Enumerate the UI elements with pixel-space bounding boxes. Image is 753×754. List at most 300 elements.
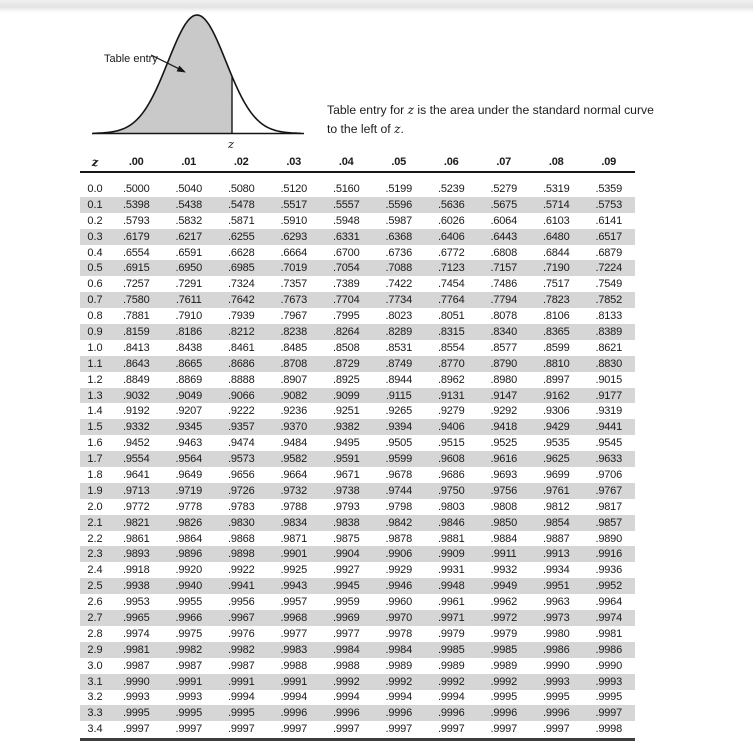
table-cell: .9474 bbox=[227, 437, 255, 450]
table-row bbox=[80, 403, 635, 419]
table-cell: .9625 bbox=[542, 453, 570, 466]
normal-curve-diagram bbox=[85, 8, 315, 156]
table-cell: .9726 bbox=[227, 484, 255, 497]
table-cell: .8708 bbox=[280, 357, 308, 370]
table-cell: .8621 bbox=[595, 341, 623, 354]
table-cell: .9904 bbox=[332, 548, 360, 561]
table-cell: .6406 bbox=[437, 230, 465, 243]
table-cell: .9633 bbox=[595, 453, 623, 466]
table-cell: .9991 bbox=[227, 675, 255, 688]
table-cell: .9994 bbox=[227, 691, 255, 704]
table-cell: .9997 bbox=[385, 723, 413, 736]
table-cell: .7704 bbox=[332, 294, 360, 307]
table-cell: .9962 bbox=[490, 596, 518, 609]
col-header: .04 bbox=[338, 156, 354, 168]
table-cell: .9842 bbox=[385, 516, 413, 529]
table-cell: .9881 bbox=[437, 532, 465, 545]
table-cell: .8438 bbox=[175, 341, 203, 354]
table-cell: .9949 bbox=[490, 580, 518, 593]
table-cell: .8531 bbox=[385, 341, 413, 354]
table-cell: .5160 bbox=[332, 182, 360, 195]
table-cell: .9996 bbox=[385, 707, 413, 720]
table-cell: .9989 bbox=[490, 659, 518, 672]
table-cell: .9932 bbox=[490, 564, 518, 577]
table-cell: .9960 bbox=[385, 596, 413, 609]
table-cell: .8962 bbox=[437, 373, 465, 386]
table-cell: .9664 bbox=[280, 468, 308, 481]
table-cell: .7642 bbox=[227, 294, 255, 307]
table-cell: .9984 bbox=[385, 643, 413, 656]
table-cell: .7454 bbox=[437, 278, 465, 291]
table-cell: .6950 bbox=[175, 262, 203, 275]
table-cell: .9989 bbox=[437, 659, 465, 672]
table-row bbox=[80, 721, 635, 737]
col-header: .01 bbox=[181, 156, 197, 168]
table-cell: .9192 bbox=[122, 405, 150, 418]
table-cell: .9864 bbox=[175, 532, 203, 545]
table-cell: .9236 bbox=[280, 405, 308, 418]
table-cell: .9871 bbox=[280, 532, 308, 545]
table-cell: .9988 bbox=[332, 659, 360, 672]
table-cell: .9961 bbox=[437, 596, 465, 609]
table-cell: .7794 bbox=[490, 294, 518, 307]
table-cell: .9505 bbox=[385, 437, 413, 450]
table-cell: .9938 bbox=[122, 580, 150, 593]
row-z-label: 3.2 bbox=[87, 691, 103, 704]
table-cell: .9995 bbox=[490, 691, 518, 704]
table-cell: .9936 bbox=[595, 564, 623, 577]
table-cell: .6293 bbox=[280, 230, 308, 243]
table-cell: .9783 bbox=[227, 500, 255, 513]
table-cell: .9857 bbox=[595, 516, 623, 529]
table-cell: .9756 bbox=[490, 484, 518, 497]
table-cell: .9032 bbox=[122, 389, 150, 402]
table-cell: .8389 bbox=[595, 325, 623, 338]
table-cell: .9913 bbox=[542, 548, 570, 561]
table-cell: .9991 bbox=[175, 675, 203, 688]
table-cell: .5596 bbox=[385, 198, 413, 211]
table-cell: .7881 bbox=[122, 310, 150, 323]
table-cell: .9965 bbox=[122, 611, 150, 624]
table-row bbox=[80, 308, 635, 324]
table-cell: .9996 bbox=[280, 707, 308, 720]
table-row bbox=[80, 260, 635, 276]
table-cell: .9599 bbox=[385, 453, 413, 466]
row-z-label: 1.1 bbox=[87, 357, 103, 370]
row-z-label: 2.3 bbox=[87, 548, 103, 561]
z-axis-label: z bbox=[228, 137, 235, 151]
table-cell: .9854 bbox=[542, 516, 570, 529]
table-cell: .9868 bbox=[227, 532, 255, 545]
table-cell: .8980 bbox=[490, 373, 518, 386]
table-cell: .9976 bbox=[227, 627, 255, 640]
table-cell: .9984 bbox=[332, 643, 360, 656]
col-header: .00 bbox=[128, 156, 144, 168]
row-z-label: 2.5 bbox=[87, 580, 103, 593]
table-cell: .9778 bbox=[175, 500, 203, 513]
z-table bbox=[80, 155, 635, 741]
table-cell: .7224 bbox=[595, 262, 623, 275]
row-z-label: 0.0 bbox=[87, 182, 103, 195]
row-z-label: 0.2 bbox=[87, 214, 103, 227]
table-cell: .9115 bbox=[385, 389, 412, 402]
table-cell: .5478 bbox=[227, 198, 255, 211]
table-cell: .9969 bbox=[332, 611, 360, 624]
table-cell: .9441 bbox=[595, 421, 623, 434]
table-cell: .8729 bbox=[332, 357, 360, 370]
table-cell: .8413 bbox=[122, 341, 150, 354]
table-cell: .9772 bbox=[122, 500, 150, 513]
table-cell: .8289 bbox=[385, 325, 413, 338]
table-cell: .6808 bbox=[490, 246, 518, 259]
table-cell: .9996 bbox=[332, 707, 360, 720]
table-cell: .9953 bbox=[122, 596, 150, 609]
table-cell: .7357 bbox=[280, 278, 308, 291]
table-cell: .9988 bbox=[280, 659, 308, 672]
table-cell: .7939 bbox=[227, 310, 255, 323]
table-cell: .9525 bbox=[490, 437, 518, 450]
table-cell: .9793 bbox=[332, 500, 360, 513]
table-cell: .6103 bbox=[542, 214, 570, 227]
table-cell: .9991 bbox=[280, 675, 308, 688]
table-cell: .6064 bbox=[490, 214, 518, 227]
table-cell: .9582 bbox=[280, 453, 308, 466]
table-cell: .9616 bbox=[490, 453, 518, 466]
table-row bbox=[80, 658, 635, 674]
table-row bbox=[80, 229, 635, 245]
table-cell: .9948 bbox=[437, 580, 465, 593]
table-cell: .8577 bbox=[490, 341, 518, 354]
table-cell: .8810 bbox=[542, 357, 570, 370]
table-cell: .6844 bbox=[542, 246, 570, 259]
table-cell: .9830 bbox=[227, 516, 255, 529]
table-cell: .6554 bbox=[122, 246, 150, 259]
col-header: .09 bbox=[601, 156, 617, 168]
table-cell: .7054 bbox=[332, 262, 360, 275]
table-cell: .9987 bbox=[227, 659, 255, 672]
row-z-label: 1.4 bbox=[87, 405, 103, 418]
row-z-label: 1.0 bbox=[87, 341, 103, 354]
table-cell: .9406 bbox=[437, 421, 465, 434]
table-cell: .8925 bbox=[332, 373, 360, 386]
row-z-label: 0.5 bbox=[87, 262, 103, 275]
table-cell: .5239 bbox=[437, 182, 465, 195]
table-body bbox=[80, 181, 635, 737]
table-cell: .9940 bbox=[175, 580, 203, 593]
table-cell: .9968 bbox=[280, 611, 308, 624]
table-cell: .9834 bbox=[280, 516, 308, 529]
table-cell: .9951 bbox=[542, 580, 570, 593]
table-cell: .9987 bbox=[175, 659, 203, 672]
table-cell: .9981 bbox=[122, 643, 150, 656]
table-cell: .9972 bbox=[490, 611, 518, 624]
table-cell: .9608 bbox=[437, 453, 465, 466]
table-cell: .9817 bbox=[595, 500, 623, 513]
table-cell: .8238 bbox=[280, 325, 308, 338]
row-z-label: 1.9 bbox=[87, 484, 103, 497]
table-row bbox=[80, 245, 635, 261]
table-cell: .9983 bbox=[280, 643, 308, 656]
table-cell: .5438 bbox=[175, 198, 203, 211]
table-row bbox=[80, 276, 635, 292]
table-cell: .9994 bbox=[332, 691, 360, 704]
table-cell: .9896 bbox=[175, 548, 203, 561]
table-cell: .7734 bbox=[385, 294, 413, 307]
row-z-label: 0.9 bbox=[87, 325, 103, 338]
table-cell: .9846 bbox=[437, 516, 465, 529]
table-cell: .9066 bbox=[227, 389, 255, 402]
table-cell: .8869 bbox=[175, 373, 203, 386]
table-cell: .9997 bbox=[122, 723, 150, 736]
table-cell: .8078 bbox=[490, 310, 518, 323]
table-cell: .5948 bbox=[332, 214, 360, 227]
table-row bbox=[80, 499, 635, 515]
table-cell: .9893 bbox=[122, 548, 150, 561]
table-caption bbox=[327, 101, 662, 139]
table-cell: .9906 bbox=[385, 548, 413, 561]
table-bottom-rule bbox=[80, 738, 635, 741]
table-cell: .9162 bbox=[542, 389, 570, 402]
table-cell: .9875 bbox=[332, 532, 360, 545]
table-cell: .5120 bbox=[280, 182, 308, 195]
table-cell: .9656 bbox=[227, 468, 255, 481]
table-cell: .8790 bbox=[490, 357, 518, 370]
row-z-label: 3.4 bbox=[87, 723, 103, 736]
table-cell: .9898 bbox=[227, 548, 255, 561]
table-cell: .9963 bbox=[542, 596, 570, 609]
row-z-label: 1.8 bbox=[87, 468, 103, 481]
table-cell: .9788 bbox=[280, 500, 308, 513]
table-cell: .5000 bbox=[122, 182, 150, 195]
table-cell: .9306 bbox=[542, 405, 570, 418]
table-cell: .6628 bbox=[227, 246, 255, 259]
table-cell: .9292 bbox=[490, 405, 518, 418]
row-z-label: 2.4 bbox=[87, 564, 103, 577]
table-cell: .9974 bbox=[122, 627, 150, 640]
table-cell: .9992 bbox=[437, 675, 465, 688]
row-z-label: 1.2 bbox=[87, 373, 103, 386]
table-cell: .8051 bbox=[437, 310, 465, 323]
table-cell: .7123 bbox=[437, 262, 465, 275]
table-cell: .9996 bbox=[542, 707, 570, 720]
table-cell: .9890 bbox=[595, 532, 623, 545]
table-cell: .9995 bbox=[542, 691, 570, 704]
table-cell: .9992 bbox=[332, 675, 360, 688]
row-z-label: 0.6 bbox=[87, 278, 103, 291]
table-cell: .9131 bbox=[437, 389, 465, 402]
table-cell: .9279 bbox=[437, 405, 465, 418]
row-z-label: 2.8 bbox=[87, 627, 103, 640]
table-header-row bbox=[80, 155, 635, 173]
col-header: .03 bbox=[286, 156, 302, 168]
table-cell: .9452 bbox=[122, 437, 150, 450]
row-z-label: 3.3 bbox=[87, 707, 103, 720]
table-row bbox=[80, 515, 635, 531]
table-cell: .9995 bbox=[227, 707, 255, 720]
table-cell: .6985 bbox=[227, 262, 255, 275]
table-cell: .6736 bbox=[385, 246, 413, 259]
table-cell: .9706 bbox=[595, 468, 623, 481]
table-cell: .7823 bbox=[542, 294, 570, 307]
table-cell: .9767 bbox=[595, 484, 623, 497]
table-cell: .7257 bbox=[122, 278, 150, 291]
table-cell: .6217 bbox=[175, 230, 203, 243]
table-cell: .9996 bbox=[490, 707, 518, 720]
table-cell: .8023 bbox=[385, 310, 413, 323]
table-row bbox=[80, 642, 635, 658]
table-cell: .9251 bbox=[332, 405, 360, 418]
table-cell: .9671 bbox=[332, 468, 360, 481]
table-cell: .5871 bbox=[227, 214, 255, 227]
table-cell: .6700 bbox=[332, 246, 360, 259]
caption-text: . bbox=[400, 122, 404, 136]
table-cell: .8997 bbox=[542, 373, 570, 386]
table-cell: .6915 bbox=[122, 262, 150, 275]
table-cell: .9986 bbox=[595, 643, 623, 656]
table-cell: .9974 bbox=[595, 611, 623, 624]
col-header: .05 bbox=[391, 156, 407, 168]
table-cell: .8830 bbox=[595, 357, 623, 370]
table-cell: .6141 bbox=[595, 214, 623, 227]
table-cell: .6517 bbox=[595, 230, 623, 243]
table-cell: .8907 bbox=[280, 373, 308, 386]
col-header: .07 bbox=[496, 156, 512, 168]
table-cell: .5279 bbox=[490, 182, 518, 195]
table-cell: .9884 bbox=[490, 532, 518, 545]
row-z-label: 0.3 bbox=[87, 230, 103, 243]
row-z-label: 1.6 bbox=[87, 437, 103, 450]
table-cell: .9992 bbox=[385, 675, 413, 688]
table-cell: .9357 bbox=[227, 421, 255, 434]
table-cell: .9943 bbox=[280, 580, 308, 593]
table-cell: .5080 bbox=[227, 182, 255, 195]
table-cell: .9957 bbox=[280, 596, 308, 609]
row-z-label: 0.8 bbox=[87, 310, 103, 323]
table-cell: .9909 bbox=[437, 548, 465, 561]
table-cell: .7549 bbox=[595, 278, 623, 291]
table-cell: .7764 bbox=[437, 294, 465, 307]
table-cell: .5714 bbox=[542, 198, 570, 211]
table-cell: .7389 bbox=[332, 278, 360, 291]
row-z-label: 0.1 bbox=[87, 198, 103, 211]
table-cell: .8212 bbox=[227, 325, 255, 338]
table-row bbox=[80, 467, 635, 483]
table-cell: .9370 bbox=[280, 421, 308, 434]
table-cell: .9545 bbox=[595, 437, 623, 450]
table-row bbox=[80, 435, 635, 451]
table-cell: .7995 bbox=[332, 310, 360, 323]
table-cell: .8485 bbox=[280, 341, 308, 354]
table-row bbox=[80, 674, 635, 690]
row-z-label: 1.7 bbox=[87, 453, 103, 466]
table-cell: .6879 bbox=[595, 246, 623, 259]
table-cell: .9564 bbox=[175, 453, 203, 466]
table-row bbox=[80, 626, 635, 642]
table-cell: .9997 bbox=[280, 723, 308, 736]
table-cell: .9812 bbox=[542, 500, 570, 513]
table-cell: .8944 bbox=[385, 373, 413, 386]
table-cell: .9994 bbox=[385, 691, 413, 704]
table-cell: .9265 bbox=[385, 405, 413, 418]
table-cell: .9922 bbox=[227, 564, 255, 577]
table-cell: .9901 bbox=[280, 548, 308, 561]
table-cell: .9222 bbox=[227, 405, 255, 418]
table-cell: .8665 bbox=[175, 357, 203, 370]
table-cell: .8849 bbox=[122, 373, 150, 386]
table-cell: .9484 bbox=[280, 437, 308, 450]
table-cell: .8186 bbox=[175, 325, 203, 338]
table-cell: .9959 bbox=[332, 596, 360, 609]
table-cell: .9887 bbox=[542, 532, 570, 545]
table-cell: .9761 bbox=[542, 484, 570, 497]
table-cell: .9989 bbox=[385, 659, 413, 672]
table-row bbox=[80, 690, 635, 706]
table-cell: .6255 bbox=[227, 230, 255, 243]
table-row bbox=[80, 213, 635, 229]
table-cell: .9382 bbox=[332, 421, 360, 434]
table-cell: .5793 bbox=[122, 214, 150, 227]
table-cell: .9732 bbox=[280, 484, 308, 497]
table-row bbox=[80, 324, 635, 340]
table-cell: .8461 bbox=[227, 341, 255, 354]
table-row bbox=[80, 372, 635, 388]
table-cell: .9429 bbox=[542, 421, 570, 434]
table-cell: .9971 bbox=[437, 611, 465, 624]
table-cell: .9973 bbox=[542, 611, 570, 624]
table-row bbox=[80, 388, 635, 404]
table-row bbox=[80, 197, 635, 213]
table-cell: .9850 bbox=[490, 516, 518, 529]
table-cell: .8686 bbox=[227, 357, 255, 370]
table-cell: .9977 bbox=[332, 627, 360, 640]
table-cell: .9916 bbox=[595, 548, 623, 561]
table-cell: .8554 bbox=[437, 341, 465, 354]
table-cell: .7422 bbox=[385, 278, 413, 291]
table-cell: .9649 bbox=[175, 468, 203, 481]
table-cell: .6591 bbox=[175, 246, 203, 259]
table-cell: .9990 bbox=[595, 659, 623, 672]
table-cell: .9994 bbox=[437, 691, 465, 704]
table-cell: .8264 bbox=[332, 325, 360, 338]
table-cell: .6480 bbox=[542, 230, 570, 243]
table-cell: .9990 bbox=[542, 659, 570, 672]
table-row bbox=[80, 578, 635, 594]
caption-text: Table entry for bbox=[327, 103, 408, 117]
table-cell: .9982 bbox=[227, 643, 255, 656]
table-cell: .9945 bbox=[332, 580, 360, 593]
table-cell: .9319 bbox=[595, 405, 623, 418]
table-cell: .9985 bbox=[490, 643, 518, 656]
table-cell: .9099 bbox=[332, 389, 360, 402]
table-entry-label: Table entry bbox=[104, 53, 158, 65]
table-cell: .8508 bbox=[332, 341, 360, 354]
table-cell: .7852 bbox=[595, 294, 623, 307]
table-cell: .8770 bbox=[437, 357, 465, 370]
table-cell: .9993 bbox=[175, 691, 203, 704]
table-cell: .9987 bbox=[122, 659, 150, 672]
table-cell: .9979 bbox=[437, 627, 465, 640]
table-cell: .9979 bbox=[490, 627, 518, 640]
row-z-label: 2.2 bbox=[87, 532, 103, 545]
table-cell: .9535 bbox=[542, 437, 570, 450]
table-row bbox=[80, 562, 635, 578]
table-cell: .9985 bbox=[437, 643, 465, 656]
table-cell: .9345 bbox=[175, 421, 203, 434]
table-cell: .9015 bbox=[595, 373, 623, 386]
table-row bbox=[80, 419, 635, 435]
table-cell: .9591 bbox=[332, 453, 360, 466]
table-cell: .6026 bbox=[437, 214, 465, 227]
